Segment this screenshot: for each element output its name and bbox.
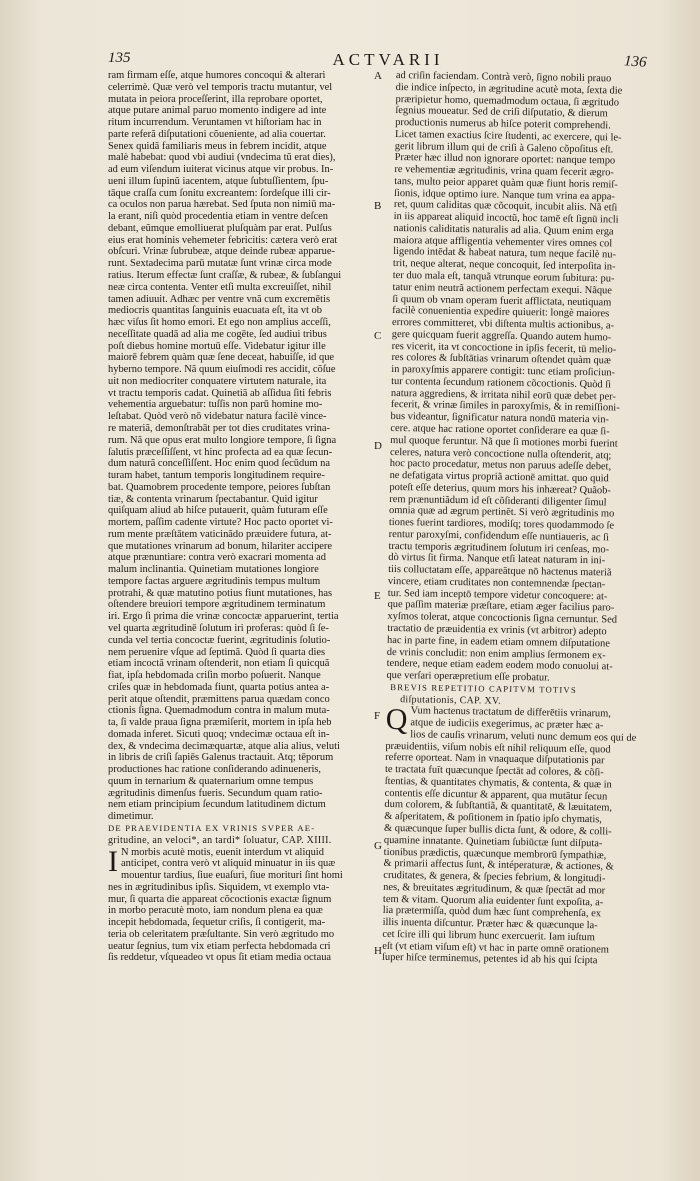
- text-line: celerrimè. Quæ verò vel temporis tractu mutantur, vel: [108, 81, 333, 93]
- text-line: fiat, ipſa hebdomada criſin morbo poſuerit. Nanque: [108, 670, 321, 682]
- text-line: mortem, paſſim cadente virtute? Hoc pacto oportet vi-: [108, 517, 333, 529]
- text-line: celeres, natura verò concoctione nulla oſtenderit, atq;: [389, 446, 612, 461]
- running-title: ACTVARII: [332, 50, 444, 69]
- text-line: xyſmos tolerat, atque concoctionis ſigna cernuntur. Sed: [387, 611, 618, 626]
- text-line: maiorē febrem quàm quæ ſene deceat, habuiſſe, id que: [108, 352, 335, 364]
- text-line: ram firmam eſſe, atque humores concoqui & alterari: [108, 70, 326, 81]
- text-line: leſtabat. Quòd verò nō videbatur natura facilè vince-: [108, 411, 327, 423]
- text-line: & aſperitatem, & poſitionem in ſpatio ipſo chymatis,: [384, 811, 603, 826]
- text-line: maiora atque affligentia vehementer vires omnes col: [393, 234, 613, 250]
- text-line: res vicerit, ita vt concoctione in ipſis fecerit, tū melio-: [391, 340, 617, 356]
- text-line: productionis numerus ab hiſce poterit comprehendi.: [395, 117, 611, 132]
- text-line: fecerit, & vrinæ ſimiles in paroxyſmis, & in remiſſioni-: [390, 399, 620, 414]
- text-line: tempore factas arguere ægritudinis tempus multum: [108, 575, 321, 587]
- text-line: cunda vel tertia concoctæ fuerint, ægritudinis ſolutio-: [108, 634, 331, 646]
- text-line: mur, ſi quarta die appareat cõcoctionis exactæ ſignum: [108, 893, 332, 905]
- text-line: res colores & ſubſtātias vrinarum oſtendet quàm quæ: [391, 352, 611, 367]
- text-line: quiſquam aliud ab hiſce putauerit, quàm futuram eſſe: [108, 505, 328, 517]
- text-line: & primarii affectus ſunt, & intéperaturæ, & actiones, &: [383, 858, 614, 873]
- text-line: runt. Sextadecima parū mutatæ ſunt vrinæ circa mode: [108, 258, 332, 270]
- text-line: re materiã, demonſtrabāt per tot dies cruditates vrina-: [108, 422, 330, 434]
- chapter-heading-15-line-2: diſputationis, CAP. XV.: [400, 693, 502, 707]
- text-line: vel quarta ægritudinē ſolutum iri proferas: quòd ſi ſe-: [108, 622, 329, 634]
- text-line: ratius. Iterum effectæ ſunt craſſæ, & rubeæ, & ſubſangui: [108, 270, 342, 282]
- text-line: oſtendere breuiori tempore ægritudinem terminatum: [108, 599, 326, 611]
- text-line: hac in parte fine, in eadem etiam omnem diſputatione: [386, 634, 610, 650]
- text-line: criſes quæ in hebdomada fiunt, quarta potius antea a-: [108, 681, 330, 693]
- right-text-block-b: [382, 705, 686, 969]
- text-line: tendere, neque etiam eadem eodem modo conuolui at-: [386, 658, 613, 673]
- text-line: tatur enim neutrã actionem perfectam exequi. Nãque: [392, 281, 613, 297]
- text-line: die indice inſpecto, in ægritudine acutè mota, ſexta die: [395, 81, 623, 97]
- text-line: que mutationes vrinarum ad bonum, hilariter accipere: [108, 540, 333, 552]
- text-line: obſcuri. Vrinæ ſubrubeæ, atque deinde rubeæ apparue-: [108, 246, 335, 258]
- chapter-heading-14-line-1: DE PRAEVIDENTIA EX VRINIS SVPER AE-: [108, 823, 316, 833]
- text-line: rentur paroxyſmi, confidendum eſſe nuntiaueris, ac ſi: [388, 528, 610, 544]
- text-line: quum in ternarium & quaternarium omne tempus: [108, 775, 314, 787]
- text-line: præuidentiis, viſum nobis eſt nihil reliquum eſſe, quod: [385, 740, 611, 756]
- text-line: lia prætermiſſa, quòd dum hæc ſunt comprehenſa, ex: [382, 905, 602, 920]
- left-column: [108, 70, 383, 964]
- text-line: N morbis acutè motis, euenit interdum vt aliquid: [121, 846, 324, 858]
- text-line: atque prænuntiare: contra verò exacrari momenta ad: [108, 552, 326, 564]
- text-line: ter duo mala eſt, tanquã vtrunque eorum ſubitura: pu-: [392, 269, 615, 285]
- right-text-block-a: [386, 70, 696, 686]
- text-line: quamine innatante. Quinetiam ſubiūctæ ſunt diſputa-: [383, 834, 603, 850]
- text-line: ad eum viſendum iuiterat vicinus atque vir probus. In-: [108, 164, 334, 176]
- margin-letter: C: [374, 330, 382, 342]
- text-line: atque putare animal paruo momento indigere ad inte: [108, 105, 327, 117]
- text-line: Senex quidã familiaris meus in febrem incidit, atque: [108, 140, 327, 152]
- text-line: ueni illum ſupinũ iacentem, atque ſubtuſſientem, ſpu-: [108, 175, 329, 187]
- text-line: dò virtus ſit firma. Nanque etſi lateat naturam in ini-: [388, 552, 606, 567]
- text-line: poſt diebus homine mortuū eſſe. Videbatur igitur ille: [108, 340, 326, 352]
- text-line: que verſari operæpretium eſſe probatur.: [386, 669, 550, 684]
- text-line: ſuper hiſce terminemus, petentes id ab his qui ſcipta: [381, 952, 598, 967]
- drop-cap: I: [108, 844, 118, 878]
- text-line: dum colorem, & ſubſtantiã, & quantitatē, & læuitatem,: [384, 799, 613, 814]
- text-line: ad criſin faciendam. Contrà verò, ſigno nobili prauo: [395, 70, 612, 85]
- text-line: omnia quæ ad ægrum pertinēt. Si verò ægritudinis mo: [388, 505, 615, 520]
- text-line: tur. Sed iam inceptō tempore videtur concoquere: at-: [387, 587, 608, 603]
- text-line: rem prænuntiãdum id eſt cõſideranti diligenter ſimul: [389, 493, 607, 508]
- text-line: anticipet, contra verò vt aliquid minuatur in iis quæ: [121, 858, 336, 870]
- text-line: rum mente præſtātem vaticinãdo præuidere futura, at-: [108, 528, 332, 540]
- text-line: ſi quum ob vnam operam fuerit afflictata, neutiquam: [392, 293, 612, 308]
- text-line: domada inferet. Sicuti quoq; vndecimæ octaua eſt in-: [108, 728, 330, 740]
- text-line: dum naturã conceſſiſſent. Hoc enim quod ſecūdum na: [108, 458, 331, 470]
- margin-letter: F: [374, 710, 381, 722]
- text-line: neæ circa contenta. Venter etſi multa excreuiſſet, nihil: [108, 281, 332, 293]
- text-line: atque de iudiciis exegerimus, ac præter hæc a-: [410, 717, 604, 732]
- text-line: lios de cauſis vrinarum, veluti nunc demum eos qui de: [410, 729, 637, 744]
- page-number-left: 135: [108, 50, 131, 66]
- text-line: ſalutis præceſſiſſent, vt hinc profecta ad ea quæ ſecun-: [108, 446, 333, 458]
- text-line: hyberno tempore. Nã quum eiuſmodi res accidit, cõſue: [108, 364, 336, 376]
- text-line: dimetimur.: [108, 811, 154, 823]
- text-line: ſionis, idque optimo iure. Nanque tum vrina ea appa-: [393, 187, 615, 203]
- text-line: ueatur ſegnius, tum vix etiam perfecta hebdomada cri: [108, 940, 331, 952]
- text-line: nationis caliditatis naturalis ad alia. Quum enim erga: [393, 222, 614, 238]
- text-line: contentis eſſe dicuntur & apparent, qua mutātur ſecun: [384, 787, 608, 803]
- text-line: mul quoque feruntur. Nã que ſi motiones morbi fuerint: [390, 434, 618, 450]
- text-line: gerit librum illum qui de criſi à Galeno cõpoſitus eſt.: [394, 140, 614, 156]
- text-line: hoc pacto procedatur, metus non paruus adeſſe debet,: [389, 458, 612, 473]
- text-line: tiones fuerint tardiores, modiſq; tores quodammodo ſe: [388, 517, 615, 532]
- margin-letter: A: [374, 70, 382, 82]
- text-line: trit, neque alterat, neque concoquit, ſed interpoſita in-: [392, 258, 616, 273]
- text-line: de vrinis concludit: non enim amplius ſermonem ex-: [386, 646, 606, 661]
- text-line: ægritudinis dimenſus fueris. Secundum quam ratio-: [108, 787, 323, 799]
- text-line: hæc viſus ſit homo emori. Et ego non amplius acceſſi,: [108, 317, 331, 329]
- text-line: natura aggrediens, & irritata nihil eorū quæ debet per-: [390, 387, 616, 403]
- text-line: vehementia arguebatur: tuſſis non parū homine mo-: [108, 399, 323, 411]
- text-line: tractu temporis ægritudinem ſolutum iri cenſeas, mo-: [388, 540, 610, 556]
- text-line: teria ob celeritatem præſultante. Sin verò ægritudo mo: [108, 928, 335, 940]
- text-line: ſegnius moueatur. Sed de criſi diſputatio, & dierum: [395, 105, 608, 120]
- text-line: facilè conuenientia expedire quiuerit: longè maiores: [392, 305, 610, 320]
- text-line: nes, & breuitates ægritudinum, & quæ ſpectāt ad mor: [383, 881, 606, 897]
- text-line: tem & vitam. Quorum alia euidenter ſunt expoſita, a-: [382, 893, 604, 908]
- text-line: perit atque oſtendit, præmittens parua quædam conco: [108, 693, 330, 705]
- text-line: in libris de criſi ſapiēs Galenus tractauit. Atq; tēporum: [108, 752, 334, 764]
- page-header: [108, 50, 678, 72]
- text-line: bus videantur, ſignificatur natura nondū materia vin-: [390, 411, 610, 426]
- text-line: ret, quum caliditas quæ cõcoquit, incubit aliis. Nã etſi: [393, 199, 618, 214]
- text-line: tans, multo peior apparet quàm quæ fiunt horis remiſ-: [394, 175, 618, 191]
- text-line: poteſt eſſe deterius, quum mors his inhæreat? Quãob-: [389, 481, 611, 497]
- text-line: etiam incoctã vrinam oſtenderit, non etiam ſi quicquã: [108, 658, 330, 670]
- text-line: tāque craſſa cum ſonitu excreantem: ſordeſque illi cir-: [108, 187, 331, 199]
- chapter-15-paragraph: [382, 705, 686, 969]
- text-line: protrahi, & quæ matutino potius fiunt mutationes, has: [108, 587, 333, 599]
- text-line: ſtentias, & quantitates chymatis, & contenta, & quæ in: [384, 775, 612, 791]
- text-line: eſt (vt etiam viſum eſt) vt hac in parte omnē orationem: [382, 940, 609, 956]
- text-line: tionibus prædictis, quæcunque membrorū ſympathiæ,: [383, 846, 607, 861]
- text-line: debant, eũmque emolliuerat pluſquàm par erat. Pulſus: [108, 222, 332, 234]
- text-line: illis inuenta diſcuntur. Præter hæc & quæcunque la-: [382, 917, 598, 932]
- text-line: nes in ægritudinibus ipſis. Siquidem, vt exemplo vta-: [108, 881, 330, 893]
- text-line: in iis appareat aliquid incoctũ, hoc tamē eſt ſignū incli: [393, 211, 619, 226]
- text-line: præripietur homo, quemadmodum octaua, ſi ægritudo: [395, 93, 620, 109]
- margin-letter: H: [374, 945, 382, 957]
- text-line: re vehementiæ ægritudinis, vrina quam fecerit ægro-: [394, 164, 614, 179]
- text-line: in paroxyſmis apparere contigit: tunc etiam proſiciun-: [391, 364, 616, 379]
- text-line: nem etiam principium ſecundum latitudinem dictum: [108, 799, 326, 811]
- text-line: la erant, niſi quòd procedentia etiam in ventre deſcen: [108, 211, 328, 223]
- text-line: te tractata fuīt quæcunque ſpectāt ad colores, & cõſi-: [384, 764, 604, 779]
- text-line: gere quicquam fuerit aggreſſa. Quando autem humo-: [391, 328, 612, 344]
- text-line: uit non mediocriter conquatere virtutem naturale, ita: [108, 375, 327, 387]
- text-line: ctionis ſigna. Quemadmodum contra in malum muta-: [108, 705, 330, 717]
- text-line: referre oporteat. Nam in vnaquaque diſputationis par: [385, 752, 605, 767]
- text-line: eius erat hominis vehemeter febricitis: cætera verò erat: [108, 234, 338, 246]
- text-line: dex, & vndecima decimæquartæ, atque alia alius, veluti: [108, 740, 340, 752]
- text-line: cere. atque hac ratione oportet conſiderare ea quæ ſi-: [390, 422, 610, 438]
- text-line: vincere, etiam cruditates non contemnendæ ſpectan-: [387, 575, 606, 591]
- text-line: que paſſim materiæ præſtare, etiam æger facilius paro-: [387, 599, 615, 614]
- text-line: cruditates, & genera, & ſpecies febrium, & longitudi-: [383, 869, 606, 885]
- text-line: tractatio de præuidentia ex vrinis (vt arbitror) adepto: [387, 622, 607, 638]
- text-line: tiæ, & contenta vrinarum ſpectabantur. Quid igitur: [108, 493, 318, 505]
- chapter-14-paragraph: [108, 844, 383, 965]
- text-line: cet ſcire illi qui librum hunc exercuerit. Iam iuſtum: [382, 928, 595, 944]
- text-line: mouentur tardius, ſiue euaſuri, ſiue morituri ſint homi: [121, 870, 343, 882]
- text-line: rum. Nã que opus erat multo longiore tempore, ſi ſigna: [108, 434, 337, 446]
- text-line: ligendo intēdat & habeat natura, tum neque facilè nu-: [393, 246, 617, 261]
- text-line: tiis colluctatam eſſe, appareātque nō hactenus materiã: [388, 564, 612, 579]
- text-line: malè habebat: quod vbi audiui (vndecima tũ erat dies),: [108, 152, 336, 164]
- text-line: turam habet, tantum temporis longitudinem require-: [108, 470, 325, 482]
- text-line: productiones hac ratione conſiderando adinueneris,: [108, 764, 322, 776]
- text-line: nem peruenire vſque ad ſeptimã. Quòd ſi quarta dies: [108, 646, 326, 658]
- text-line: in morbo peracutè moto, iam nondum plena ea quæ: [108, 905, 323, 917]
- page-number-right: 136: [623, 53, 647, 71]
- text-line: errores committeret, vbi diſtenta multis actionibus, a-: [391, 317, 615, 332]
- chapter-heading-14-line-2: gritudine, an veloci*, an tardi* ſoluatur, CAP. XIIII.: [108, 834, 332, 846]
- left-text-block-b: [108, 844, 383, 965]
- text-line: ritum incurrendum. Veruntamen vt hiſtoriam hac in: [108, 117, 322, 129]
- text-line: bat. Quamobrem procedente tempore, peiores ſubſtan: [108, 481, 331, 493]
- text-line: mediocris quantitas ſanguinis euacuata eſt, ita vt ob: [108, 305, 322, 317]
- chapter-heading-15-line-1: BREVIS REPETITIO CAPITVM TOTIVS: [390, 681, 577, 695]
- text-line: ca oculos non parua hærebat. Sed ſputa non nimiū ma-: [108, 199, 336, 211]
- margin-letter: G: [374, 840, 382, 852]
- text-line: & quæcunque ſuper bullis dicta ſunt, & odore, & colli-: [383, 822, 612, 838]
- text-line: iri. Ergo ſi prima die vrinæ concoctæ apparuerint, tertia: [108, 611, 339, 623]
- margin-letter: B: [374, 200, 382, 212]
- text-line: tamen adiuuit. Adhæc per ventre vnã cum excremētis: [108, 293, 331, 305]
- text-line: ta, ſi valde praua ſigna præmiſerit, mortem in ipſa heb: [108, 717, 332, 729]
- text-line: incepit hebdomada, ſequetur criſis, ſi contigerit, ma-: [108, 917, 326, 929]
- text-line: malum inclinantia. Quinetiam mutationes longiore: [108, 564, 319, 576]
- text-line: neceſſitate quadã ad alia me cogēte, ſed audiui tribus: [108, 328, 327, 340]
- text-line: mutata in peiora proceſſerint, illa reprobare oportet,: [108, 93, 323, 105]
- text-line: Vum hactenus tractatum de differētiis vrinarum,: [410, 705, 611, 720]
- left-text-block-a: [108, 70, 383, 823]
- text-line: tur contenta ſecundum rationem cõcoctionis. Quòd ſi: [391, 375, 612, 391]
- text-line: parte referã diſputationi cõueniente, ad alia couertar.: [108, 128, 326, 140]
- right-column: [382, 70, 696, 969]
- text-line: Licet tamen exactius ſcire ſtudenti, ac exercere, qui le-: [394, 128, 622, 144]
- drop-cap: Q: [385, 703, 408, 737]
- text-line: ne defatigata virtus propriã actionē amittat. quo quid: [389, 469, 609, 485]
- text-line: ſis reddetur, vſqueadeo vt opus ſit etiam media octaua: [108, 952, 332, 964]
- margin-letter: D: [374, 440, 382, 452]
- text-line: vt tractu temporis cadat. Quinetiã ab aſſidua ſiti febris: [108, 387, 332, 399]
- text-line: Præter hæc illud non ignorare oportet: nanque tempo: [394, 152, 616, 167]
- margin-letter: E: [374, 590, 381, 602]
